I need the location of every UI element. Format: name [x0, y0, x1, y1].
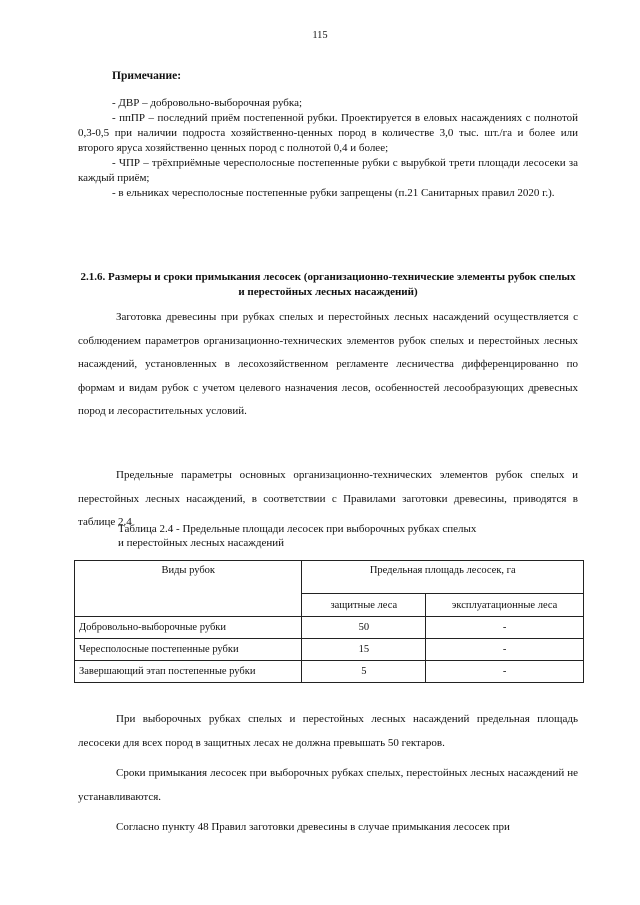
body-paragraph — [78, 708, 578, 755]
cell-protective: 15 — [302, 639, 426, 661]
table-row — [75, 661, 584, 683]
table-row — [75, 639, 584, 661]
note-item: - в ельниках чересполосные постепенные рубки запрещены (п.21 Санитарных правил 2020 г.). — [112, 187, 555, 199]
header-protective: защитные леса — [302, 594, 426, 617]
page-number: 115 — [312, 30, 328, 41]
cell-exploitation: - — [426, 661, 584, 683]
paragraph-text: Предельные параметры основных организационно-технических элементов рубок спелых и перестойных лесных насаждений, в соответствии с Правилами заготовки древесины, приводятся в таблице 2.4 — [78, 469, 578, 528]
note-title: Примечание: — [112, 70, 182, 82]
header-exploitation: эксплуатационные леса — [426, 594, 584, 617]
caption-line: и перестойных лесных насаждений — [118, 537, 284, 549]
note-list — [78, 96, 578, 201]
paragraph-text: Согласно пункту 48 Правил заготовки древесины в случае примыкания лесосек при — [116, 821, 510, 833]
cell-protective: 50 — [302, 617, 426, 639]
body-paragraph — [78, 306, 578, 424]
cell-type: Добровольно-выборочные рубки — [75, 617, 302, 639]
paragraph-text: Заготовка древесины при рубках спелых и перестойных лесных насаждений осуществляется с соблюдением параметров организационно-технических элементов рубок спелых и перестойных лесных насаждений, установленных в лесохозяйственном регламенте лесничества дифференцированно по формам и видам рубок с учетом целевого назначения лесов, особенностей лесообразующих древесных пород и лесорастительных условий. — [78, 311, 578, 417]
cell-protective: 5 — [302, 661, 426, 683]
body-paragraph — [78, 816, 578, 840]
body-paragraph — [78, 762, 578, 809]
note-item: - ппПР – последний приём постепенной рубки. Проектируется в еловых насаждениях с полнотой 0,3-0,5 при наличии подроста хозяйственно-ценных пород в количестве 3,0 тыс. шт./га и более или второго яруса хозяйственно ценных пород с полнотой 0,4 и более; — [78, 112, 578, 154]
cell-exploitation: - — [426, 617, 584, 639]
cell-type: Завершающий этап постепенные рубки — [75, 661, 302, 683]
paragraph-text: Сроки примыкания лесосек при выборочных рубках спелых, перестойных лесных насаждений не устанавливаются. — [78, 767, 578, 803]
paragraph-text: При выборочных рубках спелых и перестойных лесных насаждений предельная площадь лесосеки для всех пород в защитных лесах не должна превышать 50 гектаров. — [78, 713, 578, 749]
logging-area-table — [74, 560, 584, 683]
cell-type: Чересполосные постепенные рубки — [75, 639, 302, 661]
header-max-area: Предельная площадь лесосек, га — [302, 561, 584, 594]
header-cut-type: Виды рубок — [75, 561, 302, 617]
table-caption — [118, 522, 578, 550]
section-heading: 2.1.6. Размеры и сроки примыкания лесосек (организационно-технические элементы рубок спелых и перестойных лесных насаждений) — [80, 271, 576, 298]
cell-exploitation: - — [426, 639, 584, 661]
caption-line: Таблица 2.4 - Предельные площади лесосек при выборочных рубках спелых — [118, 523, 477, 535]
note-item: - ЧПР – трёхприёмные чересполосные постепенные рубки с вырубкой трети площади лесосеки за каждый приём; — [78, 157, 578, 184]
table-row — [75, 617, 584, 639]
note-item: - ДВР – добровольно-выборочная рубка; — [112, 97, 303, 109]
